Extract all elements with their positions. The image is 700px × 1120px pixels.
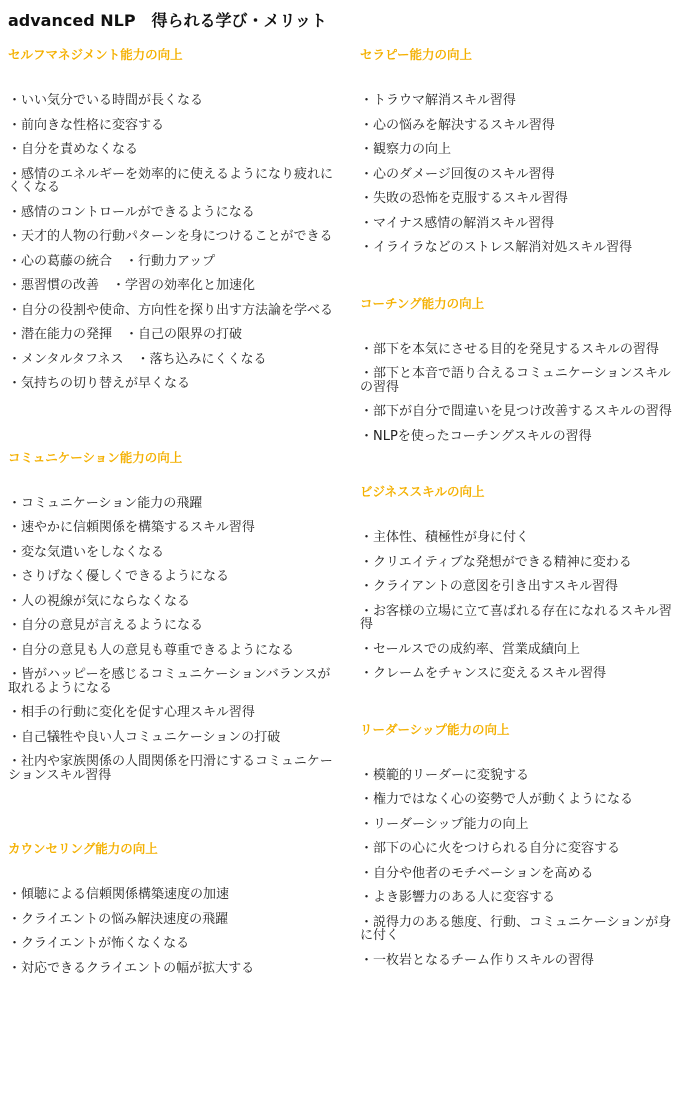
list-item: ・悪習慣の改善 ・学習の効率化と加速化 [8,278,256,293]
section-heading: リーダーシップ能力の向上 [360,721,510,737]
benefit-list [360,94,680,255]
list-item: ・イライラなどのストレス解消対処スキル習得 [360,240,633,255]
list-item: ・心のダメージ回復のスキル習得 [360,166,555,182]
list-item: ・クレームをチャンスに変えるスキル習得 [360,666,607,681]
section-heading: ビジネススキルの向上 [360,484,485,499]
section-business-skills [360,483,680,681]
list-item: ・説得力のある態度、行動、コミュニケーションが身に付く [360,914,672,943]
list-item: ・皆がハッピーを感じるコミュニケーションバランスが取れるようになる [8,667,331,696]
list-item: ・クライエントの悩み解決速度の飛躍 [8,911,229,927]
section-heading: カウンセリング能力の向上 [8,841,158,856]
list-item: ・失敗の恐怖を克服するスキル習得 [360,191,568,206]
benefit-list [8,94,333,391]
list-item: ・自分の意見も人の意見も尊重できるようになる [8,642,295,658]
list-item: ・マイナス感情の解消スキル習得 [360,215,555,231]
list-item: ・自分の意見が言えるようになる [8,618,204,633]
list-item: ・潜在能力の発揮 ・自己の限界の打破 [8,327,243,342]
list-item: ・部下が自分で間違いを見つけ改善するスキルの習得 [360,404,672,419]
list-item: ・心の葛藤の統合 ・行動力アップ [8,253,216,269]
list-item: ・NLPを使ったコーチングスキルの習得 [360,428,592,444]
list-item: ・クライエントが怖くなくなる [8,936,190,951]
section-heading: セラピー能力の向上 [360,47,473,62]
list-item: ・観察力の向上 [360,142,452,157]
list-item: ・社内や家族関係の人間関係を円滑にするコミュニケーションスキル習得 [8,754,333,783]
section-heading: コーチング能力の向上 [360,295,485,311]
section-self-management [8,46,333,391]
list-item: ・前向きな性格に変容する [8,117,165,133]
right-column [360,46,680,978]
list-item: ・お客様の立場に立て喜ばれる存在になれるスキル習得 [360,603,672,632]
benefit-list [8,497,333,783]
list-item: ・対応できるクライエントの幅が拡大する [8,960,255,976]
list-item: ・自分を責めなくなる [8,142,139,157]
page-title: advanced NLP 得られる学び・メリット [8,11,327,30]
list-item: ・コミュニケーション能力の飛躍 [8,495,203,511]
list-item: ・自分や他者のモチベーションを高める [360,865,594,881]
list-item: ・相手の行動に変化を促す心理スキル習得 [8,705,255,720]
section-heading: セルフマネジメント能力の向上 [8,47,183,62]
list-item: ・傾聴による信頼関係構築速度の加速 [8,887,230,902]
list-item: ・自分の役割や使命、方向性を探り出す方法論を学べる [8,302,334,318]
list-item: ・速やかに信頼関係を構築するスキル習得 [8,520,255,535]
list-item: ・部下を本気にさせる目的を発見するスキルの習得 [360,341,659,357]
list-item: ・セールスでの成約率、営業成績向上 [360,641,580,657]
benefit-list [8,888,333,975]
list-item: ・気持ちの切り替えが早くなる [8,376,191,391]
section-coaching [360,295,680,444]
list-item: ・さりげなく優しくできるようになる [8,569,230,584]
list-item: ・部下の心に火をつけられる自分に変容する [360,841,621,856]
list-item: ・心の悩みを解決するスキル習得 [360,117,555,133]
list-item: ・メンタルタフネス ・落ち込みにくくなる [8,351,267,367]
benefit-list [360,769,680,968]
section-counseling [8,840,333,975]
list-item: ・感情のエネルギーを効率的に使えるようになり疲れにくくなる [8,166,334,195]
list-item: ・一枚岩となるチーム作りスキルの習得 [360,952,594,968]
list-item: ・トラウマ解消スキル習得 [360,93,516,108]
list-item: ・天才的人物の行動パターンを身につけることができる [8,229,333,244]
benefit-list [360,531,680,681]
left-column [8,46,333,986]
list-item: ・自己犠牲や良い人コミュニケーションの打破 [8,729,281,745]
section-heading: コミュニケーション能力の向上 [8,449,183,465]
list-item: ・いい気分でいる時間が長くなる [8,93,204,108]
list-item: ・権力ではなく心の姿勢で人が動くようになる [360,792,634,807]
list-item: ・よき影響力のある人に変容する [360,890,556,905]
section-leadership [360,721,680,968]
list-item: ・感情のコントロールができるようになる [8,204,255,220]
list-item: ・変な気遣いをしなくなる [8,544,165,560]
list-item: ・人の視線が気にならなくなる [8,593,191,609]
list-item: ・模範的リーダーに変貌する [360,767,530,783]
list-item: ・主体性、積極性が身に付く [360,530,530,545]
list-item: ・リーダーシップ能力の向上 [360,816,529,832]
section-therapy [360,46,680,255]
list-item: ・クリエイティブな発想ができる精神に変わる [360,554,632,570]
list-item: ・クライアントの意図を引き出すスキル習得 [360,579,619,594]
list-item: ・部下と本音で語り合えるコミュニケーションスキルの習得 [360,366,671,395]
benefit-list [360,343,680,444]
section-communication [8,449,333,783]
